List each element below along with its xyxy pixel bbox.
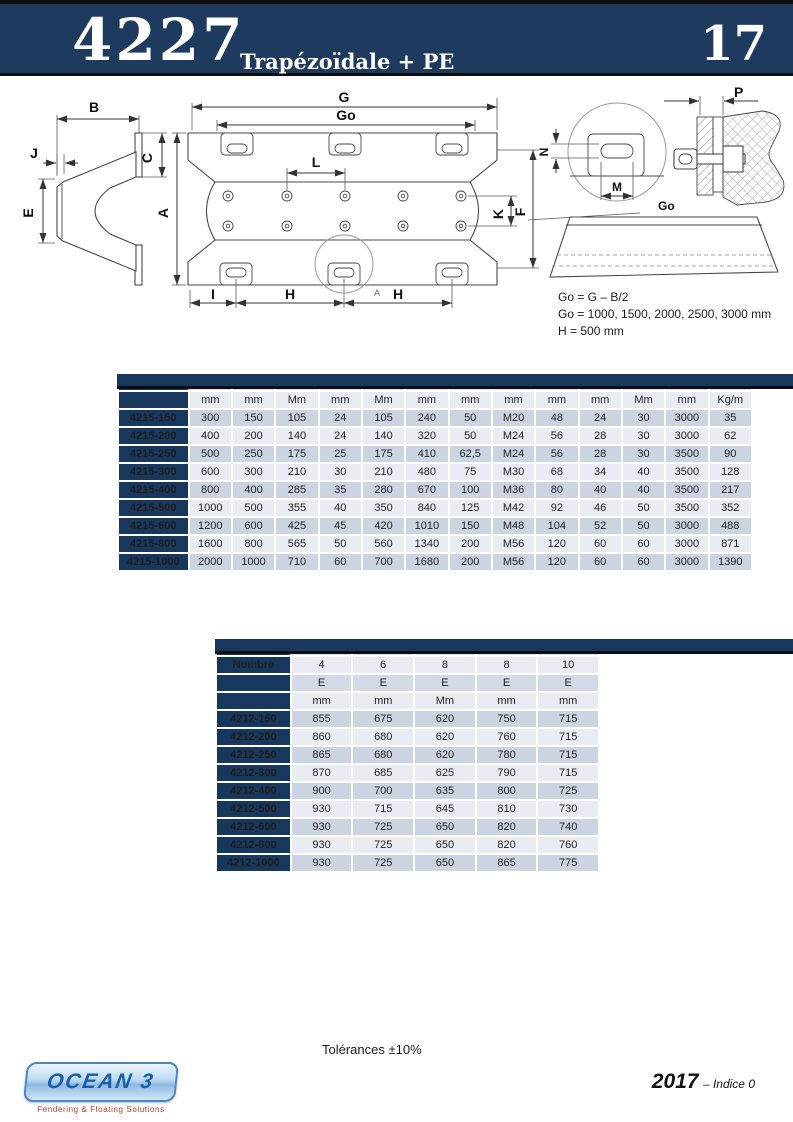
data-cell: 350 [363, 500, 404, 516]
data-cell: 700 [363, 554, 404, 570]
data-cell: 930 [292, 801, 352, 817]
data-cell: 48 [536, 410, 577, 426]
data-cell: 620 [415, 729, 475, 745]
header-value-cell: E [292, 675, 352, 691]
data-cell: 500 [233, 500, 274, 516]
data-cell: 670 [406, 482, 447, 498]
data-cell: 50 [450, 410, 491, 426]
data-cell: M24 [493, 428, 534, 444]
data-cell: 40 [623, 464, 664, 480]
table-row [217, 693, 598, 709]
detail-marker-a: A [374, 288, 381, 298]
row-header: Nombre [217, 657, 290, 673]
data-cell: 900 [292, 783, 352, 799]
data-cell: 760 [477, 729, 537, 745]
row-header: 4212-600 [217, 819, 290, 835]
data-cell: 420 [363, 518, 404, 534]
data-cell: 62 [710, 428, 752, 444]
dim-label-h2: H [392, 286, 404, 302]
data-cell: 100 [450, 482, 491, 498]
data-cell: 710 [276, 554, 317, 570]
data-cell: 775 [538, 855, 598, 871]
data-cell: 34 [580, 464, 621, 480]
data-cell: 600 [190, 464, 231, 480]
logo-subtitle: Fendering & Floating Solutions [37, 1105, 165, 1114]
table-row [119, 554, 751, 570]
row-header: 4212-1000 [217, 855, 290, 871]
data-cell: 75 [450, 464, 491, 480]
data-cell: 90 [710, 446, 752, 462]
data-cell: 725 [538, 783, 598, 799]
data-cell: 800 [477, 783, 537, 799]
data-cell: 650 [415, 819, 475, 835]
data-cell: 30 [623, 410, 664, 426]
data-cell: 480 [406, 464, 447, 480]
data-cell: 300 [190, 410, 231, 426]
table-row [217, 801, 598, 817]
data-cell: 3000 [666, 410, 707, 426]
dim-label-b: B [88, 99, 100, 115]
table-row [217, 657, 598, 673]
data-cell: 500 [190, 446, 231, 462]
data-cell: 24 [320, 410, 361, 426]
data-cell: 1600 [190, 536, 231, 552]
table-row [119, 518, 751, 534]
data-cell: 3500 [666, 482, 707, 498]
data-cell: M36 [493, 482, 534, 498]
dim-label-c: C [139, 152, 155, 164]
dim-label-k: K [490, 208, 506, 220]
header-value-cell: 10 [538, 657, 598, 673]
data-cell: 725 [353, 819, 413, 835]
table-row [119, 536, 751, 552]
dim-label-side-go: Go [658, 199, 675, 213]
table-row [217, 837, 598, 853]
dim-label-g: G [338, 89, 350, 105]
data-cell: 865 [292, 747, 352, 763]
data-cell: 50 [623, 518, 664, 534]
data-cell: 625 [415, 765, 475, 781]
data-cell: 104 [536, 518, 577, 534]
note-line: Go = G – B/2 [558, 290, 629, 304]
data-cell: 685 [353, 765, 413, 781]
table-row [119, 446, 751, 462]
data-cell: 675 [353, 711, 413, 727]
dim-label-f: F [512, 207, 528, 217]
note-line: Go = 1000, 1500, 2000, 2500, 3000 mm [558, 307, 772, 321]
row-header: 4215-300 [119, 464, 188, 480]
data-cell: 60 [580, 554, 621, 570]
data-cell: 760 [538, 837, 598, 853]
data-cell: 217 [710, 482, 752, 498]
row-header: 4212-150 [217, 711, 290, 727]
header-value-cell: E [538, 675, 598, 691]
row-header: 4212-200 [217, 729, 290, 745]
unit-label: mm [580, 392, 621, 408]
data-cell: 3000 [666, 518, 707, 534]
row-header: 4215-600 [119, 518, 188, 534]
unit-label: Mm [623, 392, 664, 408]
data-cell: 50 [450, 428, 491, 444]
row-header [217, 693, 290, 709]
data-cell: 790 [477, 765, 537, 781]
data-cell: 25 [320, 446, 361, 462]
data-cell: 930 [292, 819, 352, 835]
data-cell: 3500 [666, 500, 707, 516]
data-cell: 175 [363, 446, 404, 462]
data-cell: 40 [623, 482, 664, 498]
table-row [119, 464, 751, 480]
data-cell: 715 [538, 729, 598, 745]
data-cell: 715 [538, 765, 598, 781]
data-cell: 3000 [666, 554, 707, 570]
data-cell: 930 [292, 837, 352, 853]
data-cell: 56 [536, 446, 577, 462]
table-title-band [215, 639, 793, 654]
dimensions-table [117, 370, 753, 572]
table-row [217, 747, 598, 763]
data-cell: 35 [320, 482, 361, 498]
data-cell: M20 [493, 410, 534, 426]
table-row [217, 819, 598, 835]
cross-section-view [20, 99, 167, 285]
row-header: 4212-500 [217, 801, 290, 817]
data-cell: 150 [450, 518, 491, 534]
data-cell: M48 [493, 518, 534, 534]
data-cell: 30 [623, 446, 664, 462]
row-header: 4215-400 [119, 482, 188, 498]
data-cell: 820 [477, 819, 537, 835]
data-cell: 128 [710, 464, 752, 480]
dim-label-a: A [155, 207, 171, 219]
data-cell: 56 [536, 428, 577, 444]
corner-cell [119, 392, 188, 408]
table-row [217, 675, 598, 691]
data-cell: 1340 [406, 536, 447, 552]
dim-label-l: L [311, 154, 321, 170]
data-cell: 1200 [190, 518, 231, 534]
data-cell: 30 [320, 464, 361, 480]
data-cell: 50 [320, 536, 361, 552]
table-row [217, 783, 598, 799]
data-cell: 1680 [406, 554, 447, 570]
header-value-cell: 4 [292, 657, 352, 673]
note-line: H = 500 mm [558, 324, 624, 338]
dim-label-e: E [20, 208, 36, 218]
data-cell: 35 [710, 410, 752, 426]
data-cell: 175 [276, 446, 317, 462]
table-title-band-end [117, 374, 793, 389]
table-row [119, 392, 751, 408]
data-cell: 2000 [190, 554, 231, 570]
data-cell: 200 [450, 536, 491, 552]
table-row [217, 765, 598, 781]
data-cell: 80 [536, 482, 577, 498]
header-value-cell: mm [538, 693, 598, 709]
header-value-cell: mm [477, 693, 537, 709]
tolerances-note: Tolérances ±10% [322, 1042, 422, 1057]
header-value-cell: 8 [477, 657, 537, 673]
table-row [119, 428, 751, 444]
data-cell: 68 [536, 464, 577, 480]
data-cell: 200 [450, 554, 491, 570]
row-header: 4215-200 [119, 428, 188, 444]
data-cell: 860 [292, 729, 352, 745]
data-cell: 680 [353, 747, 413, 763]
table-row [217, 855, 598, 871]
unit-label: Kg/m [710, 392, 752, 408]
data-cell: 740 [538, 819, 598, 835]
unit-label: mm [190, 392, 231, 408]
data-cell: 24 [320, 428, 361, 444]
unit-label: mm [450, 392, 491, 408]
dim-label-h1: H [284, 286, 296, 302]
data-cell: 600 [233, 518, 274, 534]
data-cell: 105 [276, 410, 317, 426]
unit-label: mm [536, 392, 577, 408]
table-row [119, 410, 751, 426]
data-cell: 645 [415, 801, 475, 817]
table-row [217, 711, 598, 727]
data-cell: 352 [710, 500, 752, 516]
data-cell: 725 [353, 837, 413, 853]
data-cell: 60 [623, 536, 664, 552]
data-cell: 28 [580, 428, 621, 444]
data-cell: 280 [363, 482, 404, 498]
unit-label: Mm [363, 392, 404, 408]
data-cell: 3000 [666, 536, 707, 552]
edition-indice: – Indice 0 [702, 1077, 755, 1091]
unit-label: Mm [276, 392, 317, 408]
data-cell: 320 [406, 428, 447, 444]
data-cell: 45 [320, 518, 361, 534]
data-cell: 865 [477, 855, 537, 871]
data-cell: 60 [623, 554, 664, 570]
header-value-cell: mm [292, 693, 352, 709]
data-cell: 488 [710, 518, 752, 534]
data-cell: 120 [536, 536, 577, 552]
data-cell: 46 [580, 500, 621, 516]
data-cell: M56 [493, 536, 534, 552]
unit-label: mm [320, 392, 361, 408]
page-number: 17 [700, 16, 767, 72]
table-row [119, 500, 751, 516]
data-cell: 425 [276, 518, 317, 534]
row-header: 4215-500 [119, 500, 188, 516]
data-cell: 60 [580, 536, 621, 552]
mounting-detail [664, 84, 784, 205]
data-cell: 30 [623, 428, 664, 444]
data-cell: 870 [292, 765, 352, 781]
data-cell: 820 [477, 837, 537, 853]
data-cell: 400 [190, 428, 231, 444]
data-cell: M42 [493, 500, 534, 516]
drawing-notes [558, 289, 771, 340]
data-cell: 650 [415, 837, 475, 853]
dim-label-n: N [537, 147, 551, 157]
data-cell: 24 [580, 410, 621, 426]
data-cell: 1000 [233, 554, 274, 570]
logo-badge [23, 1062, 179, 1102]
data-cell: 28 [580, 446, 621, 462]
header-value-cell: 8 [415, 657, 475, 673]
data-cell: 300 [233, 464, 274, 480]
unit-label: mm [666, 392, 707, 408]
product-subtitle: Trapézoïdale + PE [240, 49, 455, 74]
top-view [155, 89, 539, 308]
data-cell: 650 [415, 855, 475, 871]
data-cell: 680 [353, 729, 413, 745]
row-header: 4215-250 [119, 446, 188, 462]
row-header [217, 675, 290, 691]
edition-year: 2017 [651, 1070, 699, 1093]
unit-label: mm [233, 392, 274, 408]
data-cell: 140 [276, 428, 317, 444]
data-cell: 92 [536, 500, 577, 516]
slot-detail [537, 103, 666, 201]
row-header: 4212-400 [217, 783, 290, 799]
data-cell: 240 [406, 410, 447, 426]
data-cell: 200 [233, 428, 274, 444]
dim-label-p: P [734, 84, 744, 100]
data-cell: 105 [363, 410, 404, 426]
data-cell: 565 [276, 536, 317, 552]
unit-label: mm [493, 392, 534, 408]
row-header: 4215-1000 [119, 554, 188, 570]
unit-label: mm [406, 392, 447, 408]
data-cell: 210 [276, 464, 317, 480]
data-cell: 1010 [406, 518, 447, 534]
ocean3-logo [25, 1062, 185, 1114]
header-value-cell: 6 [353, 657, 413, 673]
row-header: 4215-800 [119, 536, 188, 552]
data-cell: 62,5 [450, 446, 491, 462]
data-cell: 60 [320, 554, 361, 570]
data-cell: 3500 [666, 446, 707, 462]
table-row [217, 729, 598, 745]
data-cell: 930 [292, 855, 352, 871]
data-cell: 840 [406, 500, 447, 516]
data-cell: 725 [353, 855, 413, 871]
product-code: 4227 [72, 6, 246, 74]
dim-label-m: M [612, 180, 622, 194]
data-cell: 410 [406, 446, 447, 462]
data-cell: 800 [190, 482, 231, 498]
header-value-cell: E [477, 675, 537, 691]
data-cell: 715 [353, 801, 413, 817]
data-cell: 3500 [666, 464, 707, 480]
row-header: 4212-250 [217, 747, 290, 763]
data-cell: 50 [623, 500, 664, 516]
data-cell: 855 [292, 711, 352, 727]
data-cell: 1000 [190, 500, 231, 516]
data-cell: 780 [477, 747, 537, 763]
data-cell: 810 [477, 801, 537, 817]
logo-title: OCEAN 3 [45, 1070, 157, 1093]
data-cell: 40 [320, 500, 361, 516]
table-row [119, 482, 751, 498]
data-cell: 3000 [666, 428, 707, 444]
header-value-cell: E [353, 675, 413, 691]
data-cell: 715 [538, 711, 598, 727]
data-cell: 560 [363, 536, 404, 552]
data-cell: 620 [415, 747, 475, 763]
data-cell: 285 [276, 482, 317, 498]
data-cell: 635 [415, 783, 475, 799]
data-cell: 400 [233, 482, 274, 498]
row-header: 4215-150 [119, 410, 188, 426]
data-cell: 40 [580, 482, 621, 498]
dim-label-i: I [211, 286, 215, 302]
data-cell: 620 [415, 711, 475, 727]
edition-info [652, 1070, 755, 1094]
data-cell: 1390 [710, 554, 752, 570]
header-value-cell: E [415, 675, 475, 691]
data-cell: 140 [363, 428, 404, 444]
data-cell: 210 [363, 464, 404, 480]
side-profile [528, 199, 778, 277]
data-cell: M30 [493, 464, 534, 480]
data-cell: 750 [477, 711, 537, 727]
data-cell: 125 [450, 500, 491, 516]
header-value-cell: mm [353, 693, 413, 709]
dim-label-go: Go [336, 107, 356, 123]
header-value-cell: Mm [415, 693, 475, 709]
data-cell: 355 [276, 500, 317, 516]
data-cell: 730 [538, 801, 598, 817]
dim-label-j: J [30, 145, 38, 161]
row-header: 4212-300 [217, 765, 290, 781]
data-cell: 700 [353, 783, 413, 799]
data-cell: 250 [233, 446, 274, 462]
e-values-table [215, 635, 600, 873]
data-cell: 715 [538, 747, 598, 763]
data-cell: 800 [233, 536, 274, 552]
data-cell: 120 [536, 554, 577, 570]
data-cell: 150 [233, 410, 274, 426]
data-cell: M24 [493, 446, 534, 462]
data-cell: 871 [710, 536, 752, 552]
row-header: 4212-800 [217, 837, 290, 853]
data-cell: 52 [580, 518, 621, 534]
data-cell: M56 [493, 554, 534, 570]
